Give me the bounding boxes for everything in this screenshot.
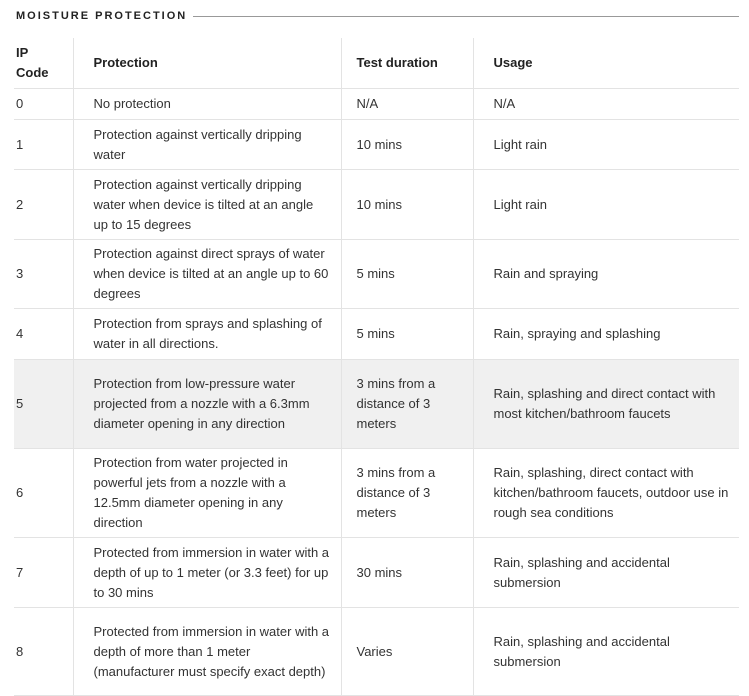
- cell-protection: Protection against vertically dripping water: [73, 120, 341, 170]
- table-row: [14, 170, 739, 240]
- header-protection: Protection: [73, 38, 341, 89]
- cell-usage: Rain, splashing and accidental submersion: [473, 608, 739, 696]
- cell-test-duration: 3 mins from a distance of 3 meters: [341, 360, 473, 449]
- ip-moisture-table: [14, 38, 739, 696]
- cell-ip-code: 0: [14, 89, 73, 120]
- cell-test-duration: 5 mins: [341, 240, 473, 309]
- cell-test-duration: Varies: [341, 608, 473, 696]
- cell-ip-code: 4: [14, 309, 73, 360]
- cell-test-duration: 10 mins: [341, 170, 473, 240]
- table-row: [14, 240, 739, 309]
- table-header-row: [14, 38, 739, 89]
- cell-protection: Protection from water projected in powerful jets from a nozzle with a 12.5mm diameter opening in any direction: [73, 449, 341, 538]
- cell-ip-code: 1: [14, 120, 73, 170]
- cell-protection: No protection: [73, 89, 341, 120]
- section-title: MOISTURE PROTECTION: [16, 10, 188, 22]
- cell-usage: Rain, spraying and splashing: [473, 309, 739, 360]
- table-row: [14, 538, 739, 608]
- cell-test-duration: 10 mins: [341, 120, 473, 170]
- cell-protection: Protected from immersion in water with a depth of up to 1 meter (or 3.3 feet) for up to 30 mins: [73, 538, 341, 608]
- cell-ip-code: 5: [14, 360, 73, 449]
- cell-usage: Rain, splashing and direct contact with most kitchen/bathroom faucets: [473, 360, 739, 449]
- cell-usage: Rain, splashing, direct contact with kitchen/bathroom faucets, outdoor use in rough sea conditions: [473, 449, 739, 538]
- cell-protection: Protection from sprays and splashing of water in all directions.: [73, 309, 341, 360]
- section-divider: [193, 16, 739, 17]
- cell-usage: Light rain: [473, 170, 739, 240]
- cell-ip-code: 7: [14, 538, 73, 608]
- cell-usage: Rain and spraying: [473, 240, 739, 309]
- cell-test-duration: 3 mins from a distance of 3 meters: [341, 449, 473, 538]
- cell-ip-code: 8: [14, 608, 73, 696]
- cell-protection: Protection from low-pressure water projected from a nozzle with a 6.3mm diameter opening in any direction: [73, 360, 341, 449]
- cell-test-duration: 30 mins: [341, 538, 473, 608]
- cell-usage: N/A: [473, 89, 739, 120]
- header-test-duration: Test duration: [341, 38, 473, 89]
- cell-protection: Protected from immersion in water with a depth of more than 1 meter (manufacturer must specify exact depth): [73, 608, 341, 696]
- cell-protection: Protection against direct sprays of water when device is tilted at an angle up to 60 degrees: [73, 240, 341, 309]
- header-usage: Usage: [473, 38, 739, 89]
- cell-ip-code: 2: [14, 170, 73, 240]
- table-row: [14, 608, 739, 696]
- cell-test-duration: N/A: [341, 89, 473, 120]
- cell-ip-code: 3: [14, 240, 73, 309]
- table-row: [14, 449, 739, 538]
- cell-protection: Protection against vertically dripping water when device is tilted at an angle up to 15 degrees: [73, 170, 341, 240]
- section-header: [16, 8, 739, 24]
- cell-ip-code: 6: [14, 449, 73, 538]
- cell-test-duration: 5 mins: [341, 309, 473, 360]
- table-row: [14, 89, 739, 120]
- table-row-highlighted: [14, 360, 739, 449]
- table-row: [14, 309, 739, 360]
- cell-usage: Light rain: [473, 120, 739, 170]
- table-row: [14, 120, 739, 170]
- cell-usage: Rain, splashing and accidental submersion: [473, 538, 739, 608]
- header-ip-code: IP Code: [14, 38, 73, 89]
